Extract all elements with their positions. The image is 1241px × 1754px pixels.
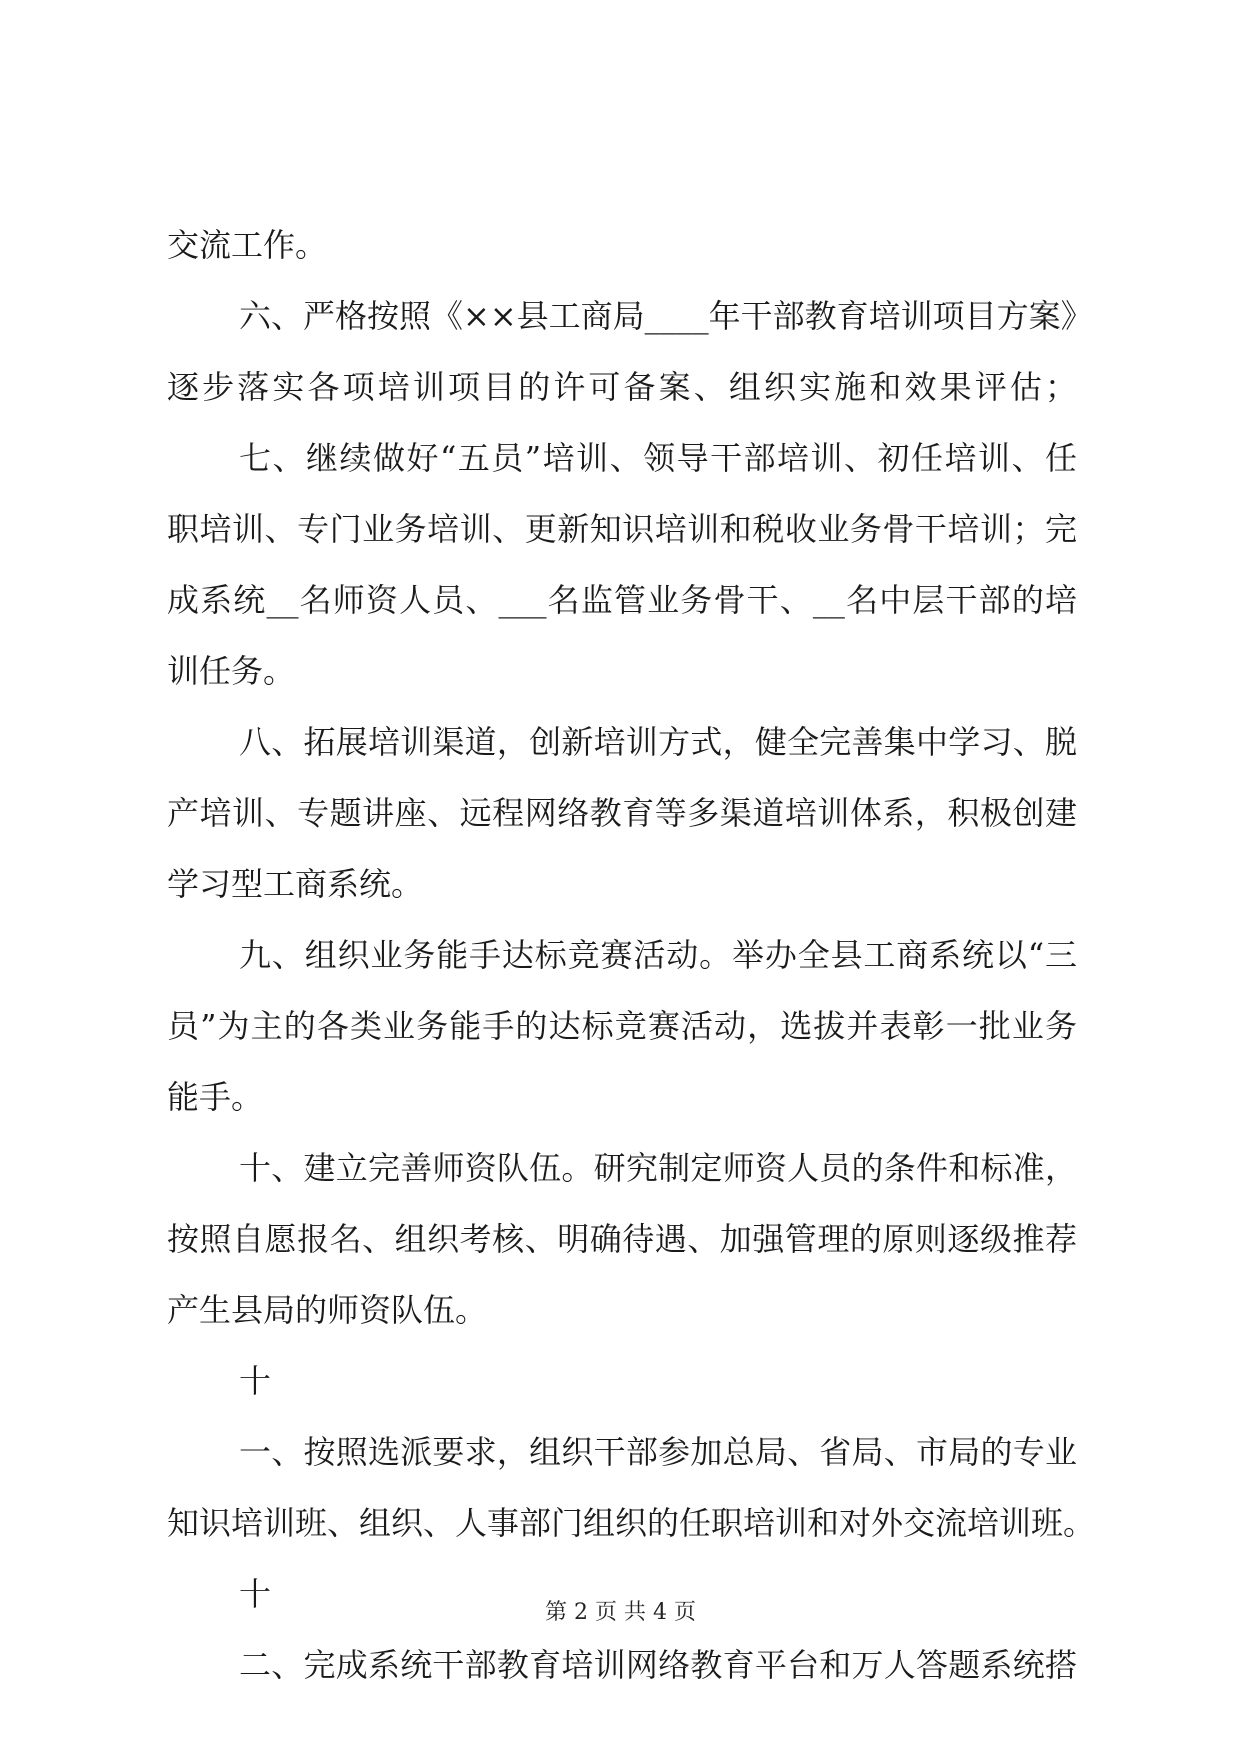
page-number-footer: 第 2 页 共 4 页 [545, 1600, 696, 1625]
text-line: 二、完成系统干部教育培训网络教育平台和万人答题系统搭 [239, 1646, 1077, 1684]
text-line: 交流工作。 [167, 226, 328, 264]
text-line: 职培训、专门业务培训、更新知识培训和税收业务骨干培训；完 [167, 510, 1077, 548]
text-line: 产培训、专题讲座、远程网络教育等多渠道培训体系，积极创建 [167, 794, 1077, 832]
text-line: 按照自愿报名、组织考核、明确待遇、加强管理的原则逐级推荐 [167, 1220, 1077, 1258]
text-line: 十 [239, 1362, 272, 1400]
text-line: 逐步落实各项培训项目的许可备案、组织实施和效果评估； [167, 368, 1077, 406]
document-body [167, 226, 1096, 1684]
text-line: 产生县局的师资队伍。 [167, 1291, 488, 1329]
text-line: 学习型工商系统。 [167, 865, 424, 903]
text-line: 九、组织业务能手达标竞赛活动。举办全县工商系统以“三 [239, 936, 1077, 974]
text-line: 十 [239, 1575, 272, 1613]
text-line: 知识培训班、组织、人事部门组织的任职培训和对外交流培训班。 [167, 1504, 1096, 1542]
text-line: 能手。 [167, 1078, 264, 1116]
text-line: 七、继续做好“五员”培训、领导干部培训、初任培训、任 [239, 439, 1077, 477]
text-line: 一、按照选派要求，组织干部参加总局、省局、市局的专业 [239, 1433, 1077, 1471]
text-line: 八、拓展培训渠道，创新培训方式，健全完善集中学习、脱 [239, 723, 1077, 761]
text-line: 员”为主的各类业务能手的达标竞赛活动，选拔并表彰一批业务 [167, 1007, 1077, 1045]
text-line: 六、严格按照《××县工商局____年干部教育培训项目方案》 [239, 297, 1093, 335]
text-line: 成系统__名师资人员、___名监管业务骨干、__名中层干部的培 [167, 581, 1077, 619]
text-line: 训任务。 [167, 652, 296, 690]
text-line: 十、建立完善师资队伍。研究制定师资人员的条件和标准， [239, 1149, 1077, 1187]
